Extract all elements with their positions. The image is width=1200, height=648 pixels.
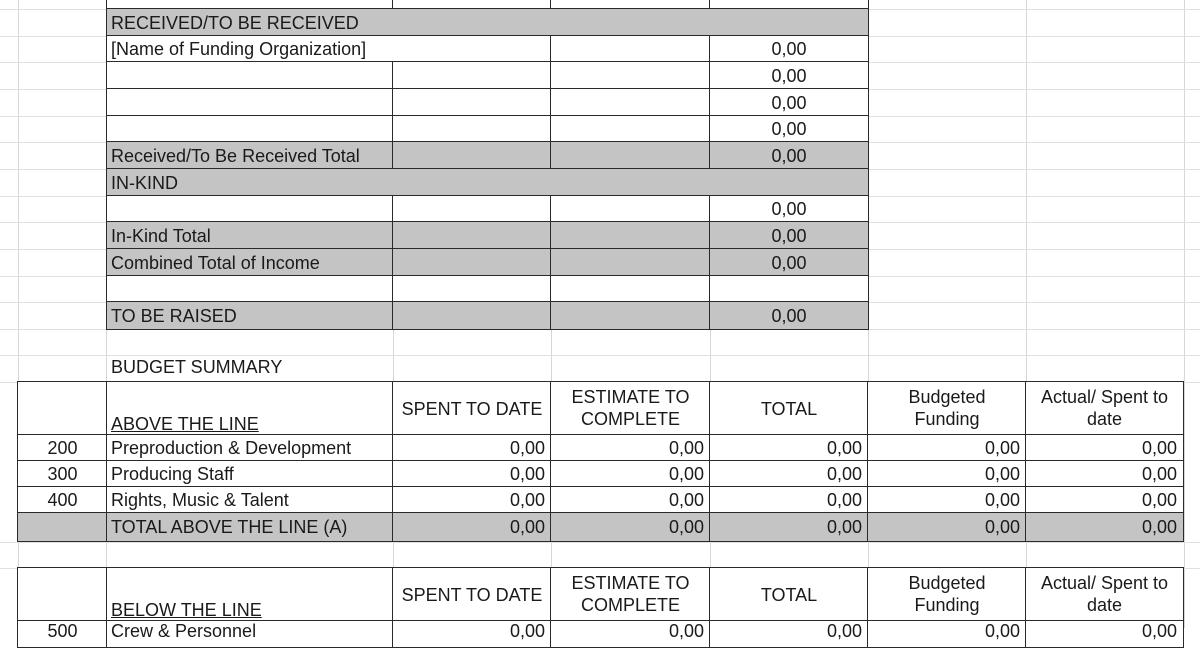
funding-total-cell[interactable] (709, 35, 869, 63)
account-name: Preproduction & Development (111, 438, 352, 458)
funding-cell[interactable] (550, 115, 711, 143)
total-above-label-cell[interactable] (106, 512, 394, 542)
total-label: TOTAL (760, 584, 818, 605)
actual-value: 0,00 (1141, 490, 1177, 510)
estimate-cell[interactable] (550, 486, 711, 514)
actual-label-line2: date (1086, 408, 1123, 429)
actual-value: 0,00 (1141, 621, 1177, 641)
blank-cell[interactable] (550, 275, 711, 303)
spent-value: 0,00 (509, 621, 545, 641)
blank-cell[interactable] (392, 275, 552, 303)
budget-summary-title: BUDGET SUMMARY (111, 357, 283, 377)
inkind-total-value: 0,00 (771, 199, 807, 219)
to-be-raised-cell[interactable] (550, 301, 711, 330)
above-the-line-header-cell[interactable] (106, 381, 394, 436)
budgeted-label-line1: Budgeted (908, 386, 986, 407)
combined-total-value-cell[interactable] (709, 248, 869, 277)
budgeted-funding-header[interactable] (867, 381, 1027, 436)
spent-value: 0,00 (509, 490, 545, 510)
funding-name-cell[interactable] (106, 115, 394, 143)
total-cell[interactable] (709, 434, 869, 462)
received-total-value: 0,00 (771, 145, 807, 166)
funding-name-label: [Name of Funding Organization] (111, 39, 367, 59)
account-name-cell[interactable] (106, 460, 394, 488)
budgeted-label-line2: Funding (914, 594, 980, 615)
spent-to-date-label: SPENT TO DATE (401, 398, 543, 419)
grid-line (0, 542, 1200, 543)
received-total-value-cell[interactable] (709, 141, 869, 170)
to-be-raised-cell[interactable] (392, 301, 552, 330)
total-value: 0,00 (826, 621, 862, 641)
account-name-cell[interactable] (106, 486, 394, 514)
actual-value: 0,00 (1141, 438, 1177, 458)
total-header[interactable] (709, 567, 869, 622)
spent-cell[interactable] (392, 620, 552, 648)
inkind-total-row-cell[interactable] (550, 221, 711, 250)
budgeted-cell[interactable] (867, 434, 1027, 462)
combined-total-cell[interactable] (392, 248, 552, 277)
estimate-value: 0,00 (668, 464, 704, 484)
estimate-value: 0,00 (668, 621, 704, 641)
actual-cell[interactable] (1025, 434, 1184, 462)
account-code-cell[interactable] (17, 620, 108, 648)
budgeted-value: 0,00 (984, 621, 1020, 641)
budgeted-value: 0,00 (984, 490, 1020, 510)
total-above-budgeted: 0,00 (984, 517, 1020, 537)
budgeted-label-line2: Funding (914, 408, 980, 429)
total-above-code-cell[interactable] (17, 512, 108, 542)
budgeted-label-line1: Budgeted (908, 572, 986, 593)
funding-cell[interactable] (392, 88, 552, 117)
total-above-estimate-cell[interactable] (550, 512, 711, 542)
estimate-to-complete-header[interactable] (550, 567, 711, 622)
inkind-total-value-cell[interactable] (709, 221, 869, 250)
code-header-cell[interactable] (17, 381, 108, 436)
budgeted-cell[interactable] (867, 460, 1027, 488)
account-code-cell[interactable] (17, 434, 108, 462)
to-be-raised-label-cell[interactable] (106, 301, 394, 330)
to-be-raised-value-cell[interactable] (709, 301, 869, 330)
grid-line (1184, 0, 1185, 628)
actual-spent-header[interactable] (1025, 567, 1184, 622)
funding-cell[interactable] (550, 88, 711, 117)
funding-name-cell[interactable] (106, 88, 394, 117)
actual-spent-header[interactable] (1025, 381, 1184, 436)
inkind-total-sum: 0,00 (771, 225, 807, 246)
funding-name-cell[interactable] (106, 61, 394, 90)
total-label: TOTAL (760, 398, 818, 419)
inkind-total-row-cell[interactable] (392, 221, 552, 250)
account-name: Rights, Music & Talent (111, 490, 289, 510)
account-code: 300 (47, 464, 78, 484)
estimate-label-line1: ESTIMATE TO (571, 386, 690, 407)
actual-cell[interactable] (1025, 620, 1184, 648)
spent-cell[interactable] (392, 486, 552, 514)
actual-cell[interactable] (1025, 460, 1184, 488)
account-code: 500 (47, 621, 78, 641)
received-section-header[interactable] (106, 8, 869, 37)
above-the-line-label: ABOVE THE LINE (111, 414, 259, 434)
inkind-total-label-cell[interactable] (106, 221, 394, 250)
inkind-section-label: IN-KIND (111, 172, 178, 193)
estimate-cell[interactable] (550, 434, 711, 462)
account-name-cell[interactable] (106, 434, 394, 462)
funding-total-cell[interactable] (709, 61, 869, 90)
estimate-cell[interactable] (550, 620, 711, 648)
total-value: 0,00 (826, 464, 862, 484)
total-above-total-cell[interactable] (709, 512, 869, 542)
blank-cell[interactable] (106, 275, 394, 303)
combined-total-cell[interactable] (550, 248, 711, 277)
funding-total-value: 0,00 (771, 39, 807, 59)
estimate-label-line2: COMPLETE (580, 594, 681, 615)
total-above-spent-cell[interactable] (392, 512, 552, 542)
inkind-cell[interactable] (392, 195, 552, 223)
account-name: Crew & Personnel (111, 621, 257, 641)
estimate-value: 0,00 (668, 438, 704, 458)
to-be-raised-value: 0,00 (771, 305, 807, 326)
budgeted-value: 0,00 (984, 438, 1020, 458)
combined-total-label-cell[interactable] (106, 248, 394, 277)
below-the-line-header-cell[interactable] (106, 567, 394, 622)
account-name: Producing Staff (111, 464, 234, 484)
account-code-cell[interactable] (17, 486, 108, 514)
total-value: 0,00 (826, 490, 862, 510)
received-section-label: RECEIVED/TO BE RECEIVED (111, 12, 359, 33)
total-cell[interactable] (709, 460, 869, 488)
spent-to-date-header[interactable] (392, 567, 552, 622)
funding-total-cell[interactable] (709, 88, 869, 117)
inkind-section-header[interactable] (106, 168, 869, 197)
estimate-label-line1: ESTIMATE TO (571, 572, 690, 593)
funding-total-cell[interactable] (709, 115, 869, 143)
blank-cell[interactable] (709, 275, 869, 303)
actual-cell[interactable] (1025, 486, 1184, 514)
spent-value: 0,00 (509, 464, 545, 484)
received-total-label: Received/To Be Received Total (111, 145, 360, 166)
inkind-total-cell[interactable] (709, 195, 869, 223)
spent-value: 0,00 (509, 438, 545, 458)
combined-total-label: Combined Total of Income (111, 252, 320, 273)
received-total-cell[interactable] (550, 141, 711, 170)
received-total-cell[interactable] (392, 141, 552, 170)
inkind-cell[interactable] (550, 195, 711, 223)
total-cell[interactable] (709, 620, 869, 648)
estimate-label-line2: COMPLETE (580, 408, 681, 429)
spent-to-date-header[interactable] (392, 381, 552, 436)
budgeted-cell[interactable] (867, 620, 1027, 648)
estimate-to-complete-header[interactable] (550, 381, 711, 436)
inkind-name-cell[interactable] (106, 195, 394, 223)
total-above-label: TOTAL ABOVE THE LINE (A) (111, 517, 348, 537)
funding-total-value: 0,00 (771, 92, 807, 113)
budgeted-funding-header[interactable] (867, 567, 1027, 622)
budgeted-cell[interactable] (867, 486, 1027, 514)
funding-cell[interactable] (550, 61, 711, 90)
actual-value: 0,00 (1141, 464, 1177, 484)
total-above-actual: 0,00 (1141, 517, 1177, 537)
account-code-cell[interactable] (17, 460, 108, 488)
funding-total-value: 0,00 (771, 119, 807, 139)
estimate-value: 0,00 (668, 490, 704, 510)
total-cell[interactable] (709, 486, 869, 514)
spent-to-date-label: SPENT TO DATE (401, 584, 543, 605)
funding-name-cell[interactable] (106, 35, 552, 63)
account-code: 400 (47, 490, 78, 510)
total-above-spent: 0,00 (509, 517, 545, 537)
total-value: 0,00 (826, 438, 862, 458)
total-header[interactable] (709, 381, 869, 436)
actual-label-line1: Actual/ Spent to (1040, 386, 1169, 407)
funding-cell[interactable] (550, 35, 711, 63)
estimate-cell[interactable] (550, 460, 711, 488)
actual-label-line2: date (1086, 594, 1123, 615)
spent-cell[interactable] (392, 434, 552, 462)
combined-total-value: 0,00 (771, 252, 807, 273)
budgeted-value: 0,00 (984, 464, 1020, 484)
funding-cell[interactable] (392, 61, 552, 90)
to-be-raised-label: TO BE RAISED (111, 305, 237, 326)
received-total-label-cell[interactable] (106, 141, 394, 170)
inkind-total-label: In-Kind Total (111, 225, 211, 246)
total-above-estimate: 0,00 (668, 517, 704, 537)
funding-cell[interactable] (392, 115, 552, 143)
below-the-line-label: BELOW THE LINE (111, 600, 262, 620)
total-above-total: 0,00 (826, 517, 862, 537)
account-name-cell[interactable] (106, 620, 394, 648)
code-header-cell[interactable] (17, 567, 108, 622)
funding-total-value: 0,00 (771, 65, 807, 86)
total-above-actual-cell[interactable] (1025, 512, 1184, 542)
total-above-budgeted-cell[interactable] (867, 512, 1027, 542)
spent-cell[interactable] (392, 460, 552, 488)
actual-label-line1: Actual/ Spent to (1040, 572, 1169, 593)
account-code: 200 (47, 438, 78, 458)
grid-line (0, 355, 1200, 356)
